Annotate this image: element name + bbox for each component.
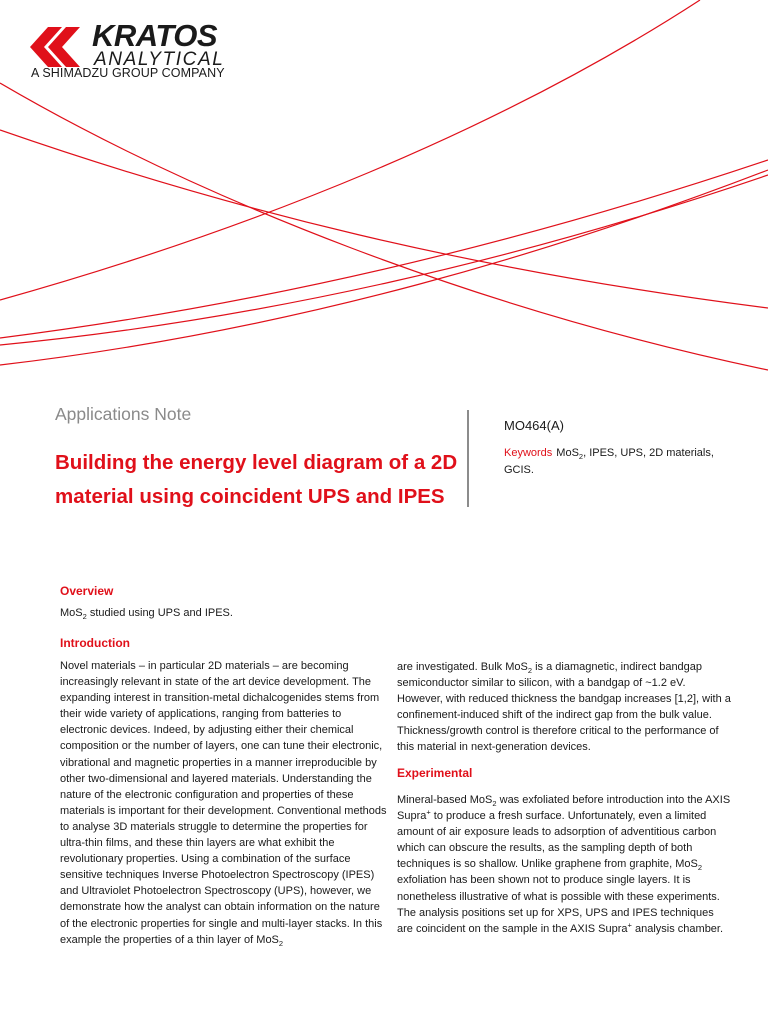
experimental-paragraph [397, 792, 732, 937]
intro-left-subscript: 2 [278, 938, 284, 948]
intro-left-text: Novel materials – in particular 2D materials – are becoming increasingly relevant in state of the art device development. The expanding interest in transition-metal dichalcogenides stems from their wide variety of applications, ranging from batteries to electronic devices. Indeed, by adjusting either their chemical composition or the number of layers, one can tune their electronic, vibrational and magnetic properties in a manner irreproducible by other two-dimensional and layered materials. Understanding the nature of the electronic configuration and properties of these materials is important for their development. Conventional methods to analyse 3D materials struggle to determine the properties for ultra-thin films, and these thin layers are what exhibit the revolutionary properties. Using a combination of the surface sensitive techniques Inverse Photoelectron Spectroscopy (IPES) and Ultraviolet Photoelectron Spectroscopy (UPS), however, we demonstrate how the analyst can obtain information on the nature of the electronic properties for single and multi-layer stacks. In this example the properties of a thin layer of [60, 660, 387, 946]
exp-mos-2: MoS [675, 858, 698, 871]
overview-mos: MoS [60, 607, 83, 619]
keywords-label: Keywords [504, 447, 553, 459]
document-code: MO464(A) [504, 418, 564, 433]
exp-text-a: Mineral-based [397, 794, 470, 806]
keyword-mos: MoS [556, 447, 579, 459]
introduction-heading: Introduction [60, 636, 130, 650]
overview-text [60, 605, 390, 621]
exp-text-e: analysis chamber. [631, 922, 724, 935]
brand-tagline: A SHIMADZU GROUP COMPANY [31, 66, 225, 80]
intro-left-mos: MoS [256, 933, 279, 946]
curve-4 [0, 160, 768, 338]
introduction-paragraph-left [60, 658, 390, 948]
exp-text-c: to produce a fresh surface. Unfortunately, even a limited amount of air exposure leads to adsorption of adventitious carbon which can obscure the results, as the sampling depth of both techniques is so shallow. Unlike graphene from graphite, [397, 810, 717, 871]
decorative-curves [0, 0, 768, 380]
curve-5 [0, 170, 768, 365]
curve-3 [0, 0, 700, 300]
curve-2 [0, 130, 768, 308]
intro-right-mos: MoS [505, 661, 528, 673]
exp-text-b: was exfoliated before introduction into the AXIS Supra [397, 794, 731, 823]
overview-body: studied using UPS and IPES. [86, 607, 233, 619]
exp-superscript-1: + [426, 807, 431, 817]
brand-name: KRATOS [92, 18, 218, 53]
document-title: Building the energy level diagram of a 2D material using coincident UPS and IPES [55, 451, 458, 508]
intro-right-text-a: are investigated. Bulk [397, 661, 506, 673]
keyword-mos-subscript: 2 [578, 452, 584, 462]
exp-mos-1: MoS [469, 794, 493, 806]
introduction-paragraph-right [397, 659, 732, 756]
document-type: Applications Note [55, 404, 192, 424]
intro-right-text-b: is a diamagnetic, indirect bandgap semiconductor similar to silicon, with a bandgap of ~1.2 eV. However, with reduced thickness the bandgap increases [1,2], with a confinement-induced shift of the indirect gap from the bulk value. Thickness/growth control is therefore critical to the performance of this material in next-generation devices. [397, 661, 731, 754]
exp-text-d: exfoliation has been shown not to produce single layers. It is nonetheless illustrative of what is possible with these experiments. The analysis positions set up for XPS, UPS and IPES techniques are coincident on the sample in the AXIS Supra [397, 874, 720, 935]
exp-superscript-2: + [627, 920, 632, 930]
intro-right-subscript: 2 [527, 666, 533, 676]
overview-subscript: 2 [82, 612, 87, 622]
exp-subscript-2: 2 [697, 863, 703, 873]
overview-heading: Overview [60, 584, 114, 598]
experimental-heading: Experimental [397, 766, 473, 780]
curve-1 [0, 83, 768, 370]
keywords [504, 445, 744, 479]
keywords-rest: , IPES, UPS, 2D materials, GCIS. [504, 447, 714, 476]
brand-subname: ANALYTICAL [94, 49, 225, 70]
vertical-divider [467, 410, 469, 507]
exp-subscript-1: 2 [492, 799, 497, 809]
